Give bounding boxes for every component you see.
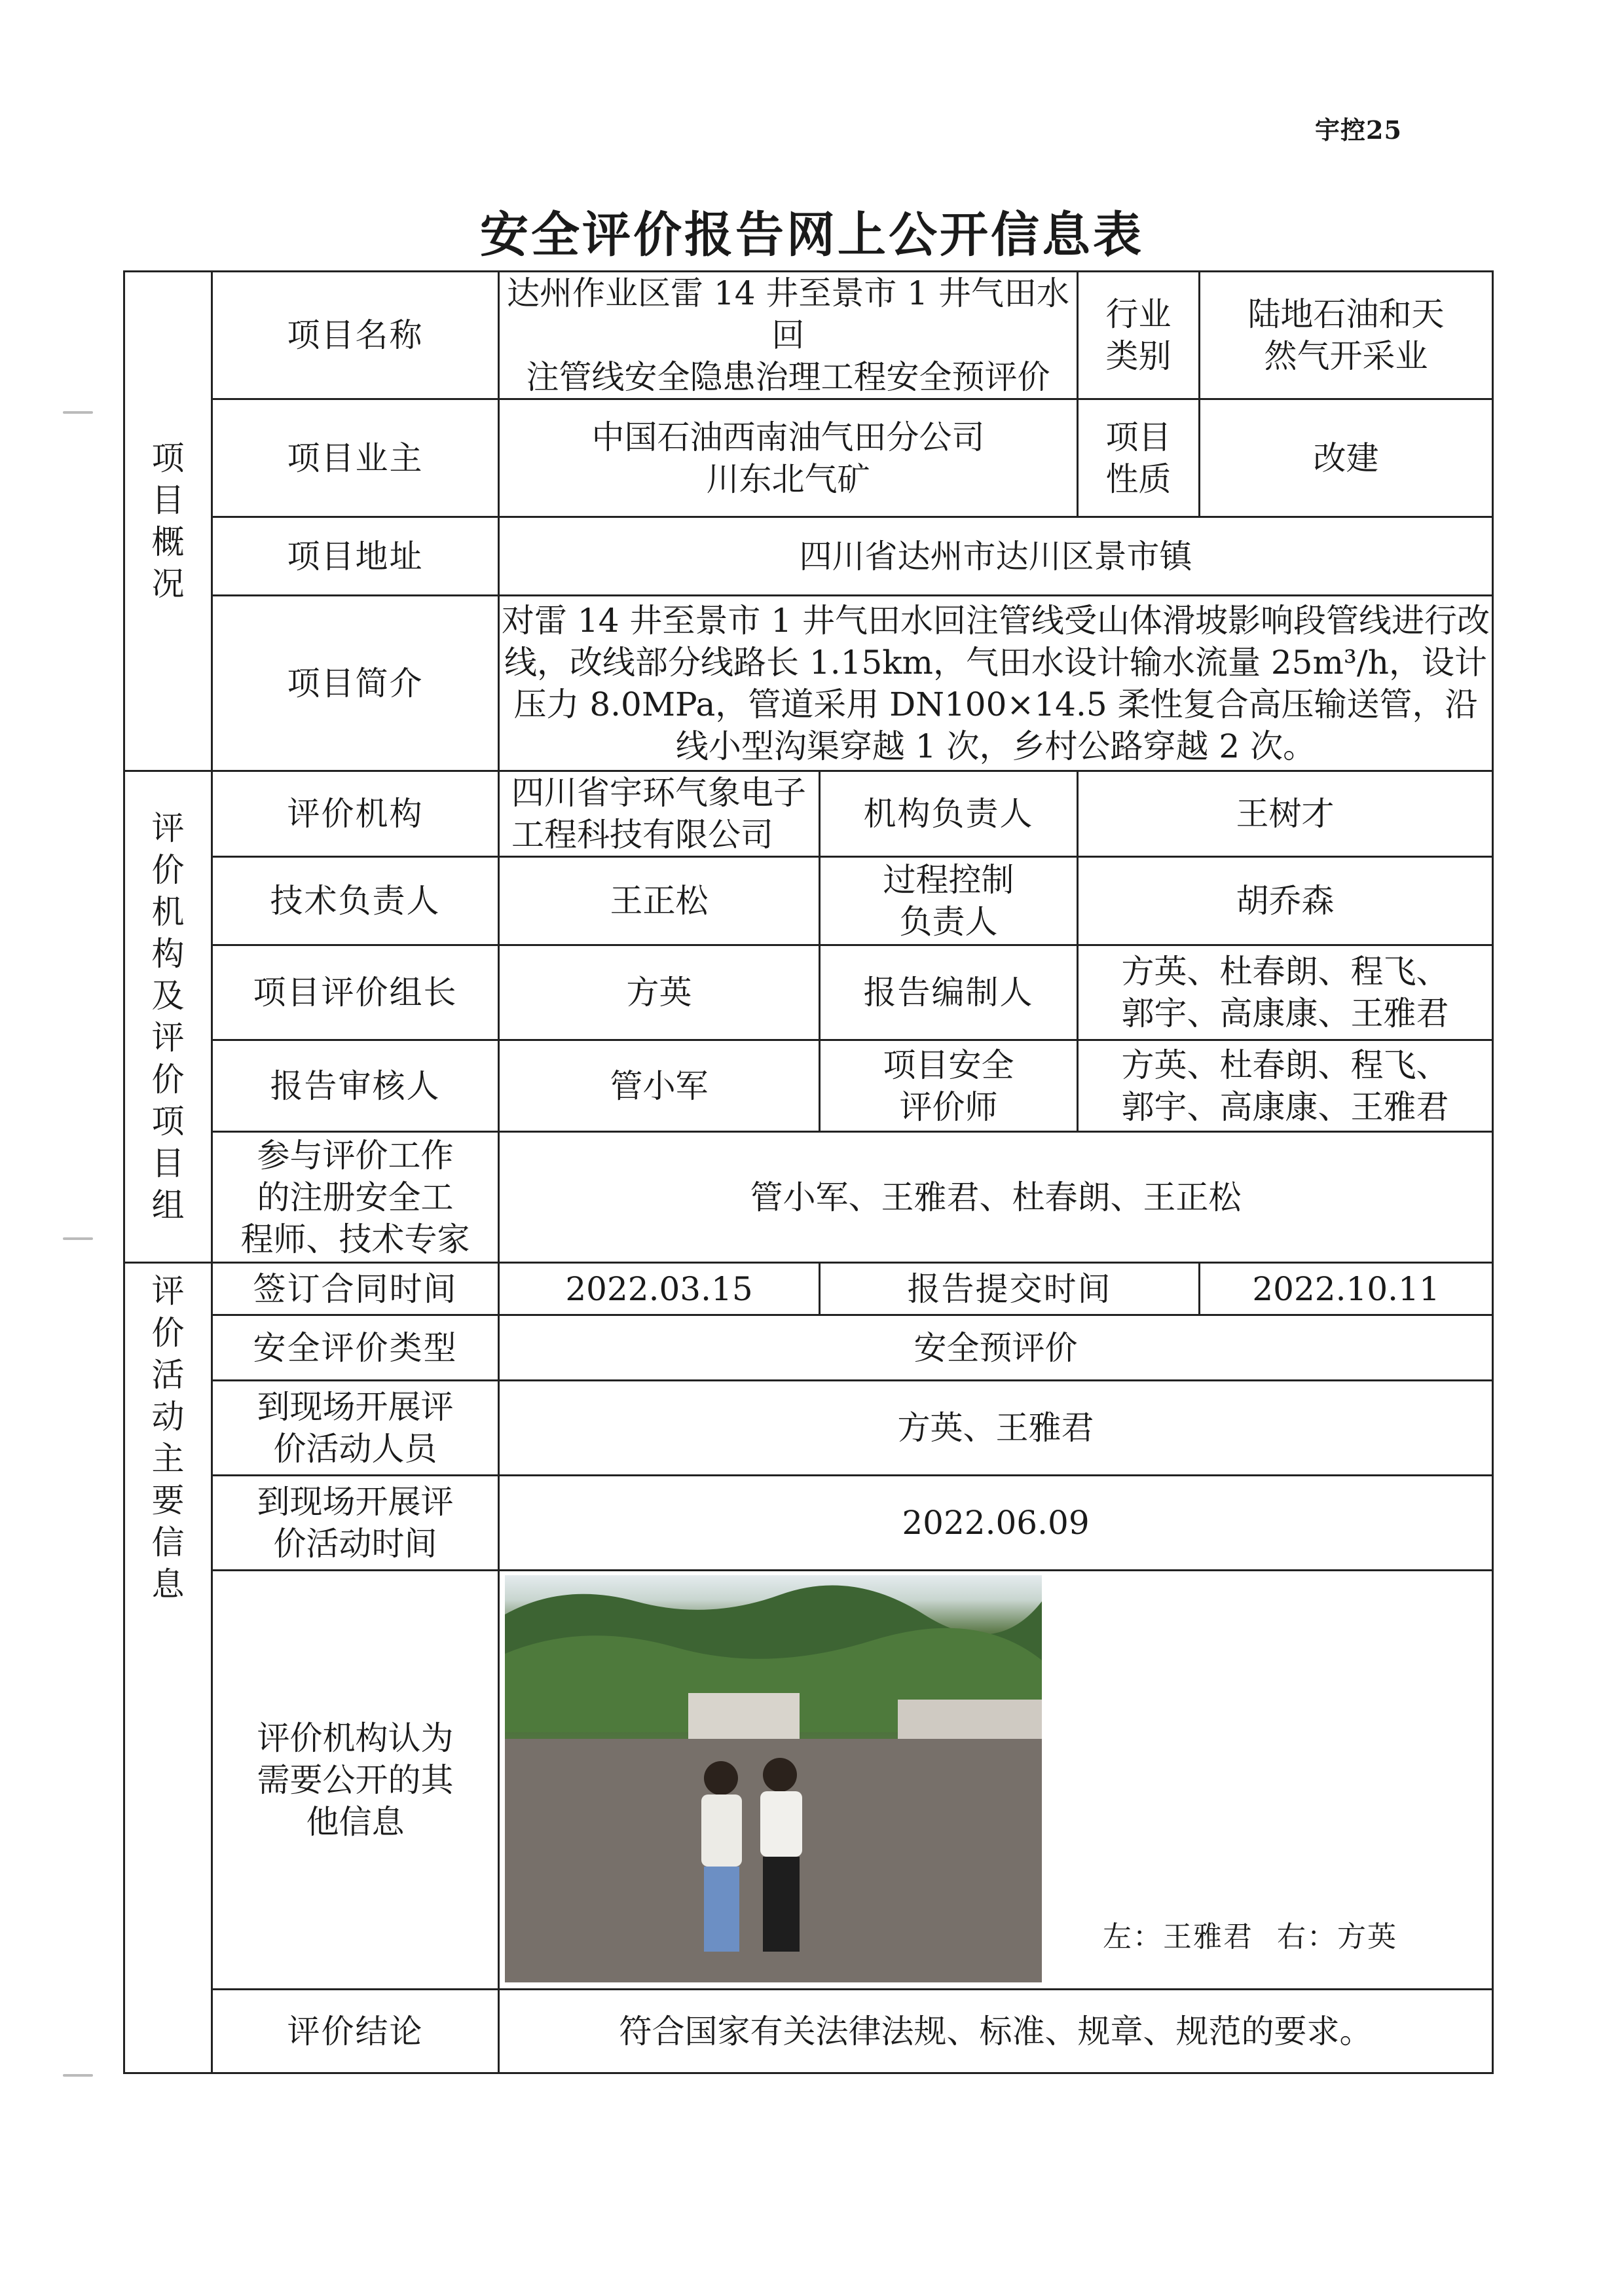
label-owner: 项目业主 (212, 399, 499, 517)
section-char: 价 (151, 1061, 185, 1099)
site-photo (505, 1575, 1042, 1982)
value-site-staff: 方英、王雅君 (499, 1381, 1493, 1476)
value-nature: 改建 (1200, 399, 1493, 517)
value-tech-head: 王正松 (499, 857, 820, 945)
label-submit-time: 报告提交时间 (820, 1263, 1200, 1315)
value-process-head: 胡乔森 (1078, 857, 1493, 945)
section-char: 构 (151, 935, 185, 973)
section-char: 要 (151, 1482, 185, 1520)
label-tech-head: 技术负责人 (212, 857, 499, 945)
value-project-name: 达州作业区雷 14 井至景市 1 井气田水回 注管线安全隐患治理工程安全预评价 (499, 272, 1078, 399)
value-contract-time: 2022.03.15 (499, 1263, 820, 1315)
section-overview (124, 272, 212, 771)
value-report-writer: 方英、杜春朗、程飞、 郭宇、高康康、王雅君 (1078, 945, 1493, 1040)
label-site-staff: 到现场开展评 价活动人员 (212, 1381, 499, 1476)
section-char: 目 (151, 481, 185, 519)
document-id: 宇控25 (1315, 115, 1402, 145)
value-conclusion: 符合国家有关法律法规、标准、规章、规范的要求。 (499, 1990, 1493, 2073)
label-other-info: 评价机构认为 需要公开的其 他信息 (212, 1571, 499, 1990)
scan-mark (63, 1237, 93, 1240)
section-char: 项 (151, 439, 185, 477)
label-eval-type: 安全评价类型 (212, 1315, 499, 1381)
value-owner: 中国石油西南油气田分公司 川东北气矿 (499, 399, 1078, 517)
section-activity (124, 1263, 212, 2073)
section-char: 动 (151, 1398, 185, 1436)
value-address: 四川省达州市达川区景市镇 (499, 517, 1493, 596)
label-report-writer: 报告编制人 (820, 945, 1078, 1040)
label-nature: 项目 性质 (1078, 399, 1200, 517)
section-char: 价 (151, 1314, 185, 1352)
page-title: 安全评价报告网上公开信息表 (480, 207, 1144, 263)
scan-mark (63, 2074, 93, 2077)
label-reviewer: 报告审核人 (212, 1040, 499, 1132)
section-char: 概 (151, 523, 185, 561)
section-char: 项 (151, 1102, 185, 1140)
section-char: 目 (151, 1144, 185, 1182)
site-photo-illustration (505, 1575, 1042, 1982)
value-submit-time: 2022.10.11 (1200, 1263, 1493, 1315)
section-char: 况 (151, 565, 185, 603)
section-char: 评 (151, 809, 185, 847)
section-char: 及 (151, 977, 185, 1015)
label-address: 项目地址 (212, 517, 499, 596)
section-char: 活 (151, 1356, 185, 1394)
label-safety-evaluator: 项目安全 评价师 (820, 1040, 1078, 1132)
value-other-info (499, 1571, 1493, 1990)
label-engineers: 参与评价工作 的注册安全工 程师、技术专家 (212, 1132, 499, 1263)
section-org (124, 771, 212, 1263)
value-site-time: 2022.06.09 (499, 1476, 1493, 1571)
photo-caption (1103, 1919, 1411, 1956)
value-engineers: 管小军、王雅君、杜春朗、王正松 (499, 1132, 1493, 1263)
scan-mark (63, 411, 93, 414)
label-contract-time: 签订合同时间 (212, 1263, 499, 1315)
section-char: 价 (151, 851, 185, 889)
value-intro: 对雷 14 井至景市 1 井气田水回注管线受山体滑坡影响段管线进行改线，改线部分线路长 1.15km，气田水设计输水流量 25m³/h，设计压力 8.0MPa，管道采用 DN100×14.5 柔性复合高压输送管，沿线小型沟渠穿越 1 次，乡村公路穿越 2 次。 (499, 596, 1493, 771)
label-site-time: 到现场开展评 价活动时间 (212, 1476, 499, 1571)
section-char: 评 (151, 1272, 185, 1310)
label-project-name: 项目名称 (212, 272, 499, 399)
photo-caption-left: 左：王雅君 (1103, 1920, 1254, 1954)
value-industry: 陆地石油和天 然气开采业 (1200, 272, 1493, 399)
label-team-leader: 项目评价组长 (212, 945, 499, 1040)
label-agency: 评价机构 (212, 771, 499, 857)
section-char: 组 (151, 1186, 185, 1224)
info-form (123, 270, 1492, 2083)
label-process-head: 过程控制 负责人 (820, 857, 1078, 945)
section-char: 主 (151, 1440, 185, 1478)
value-agency-head: 王树才 (1078, 771, 1493, 857)
label-industry: 行业 类别 (1078, 272, 1200, 399)
value-agency: 四川省宇环气象电子 工程科技有限公司 (499, 771, 820, 857)
value-eval-type: 安全预评价 (499, 1315, 1493, 1381)
section-char: 信 (151, 1523, 185, 1561)
label-conclusion: 评价结论 (212, 1990, 499, 2073)
section-char: 机 (151, 893, 185, 931)
label-intro: 项目简介 (212, 596, 499, 771)
value-reviewer: 管小军 (499, 1040, 820, 1132)
value-safety-evaluator: 方英、杜春朗、程飞、 郭宇、高康康、王雅君 (1078, 1040, 1493, 1132)
value-team-leader: 方英 (499, 945, 820, 1040)
section-char: 评 (151, 1019, 185, 1057)
section-char: 息 (151, 1565, 185, 1603)
photo-caption-right: 右：方英 (1277, 1920, 1398, 1954)
label-agency-head: 机构负责人 (820, 771, 1078, 857)
